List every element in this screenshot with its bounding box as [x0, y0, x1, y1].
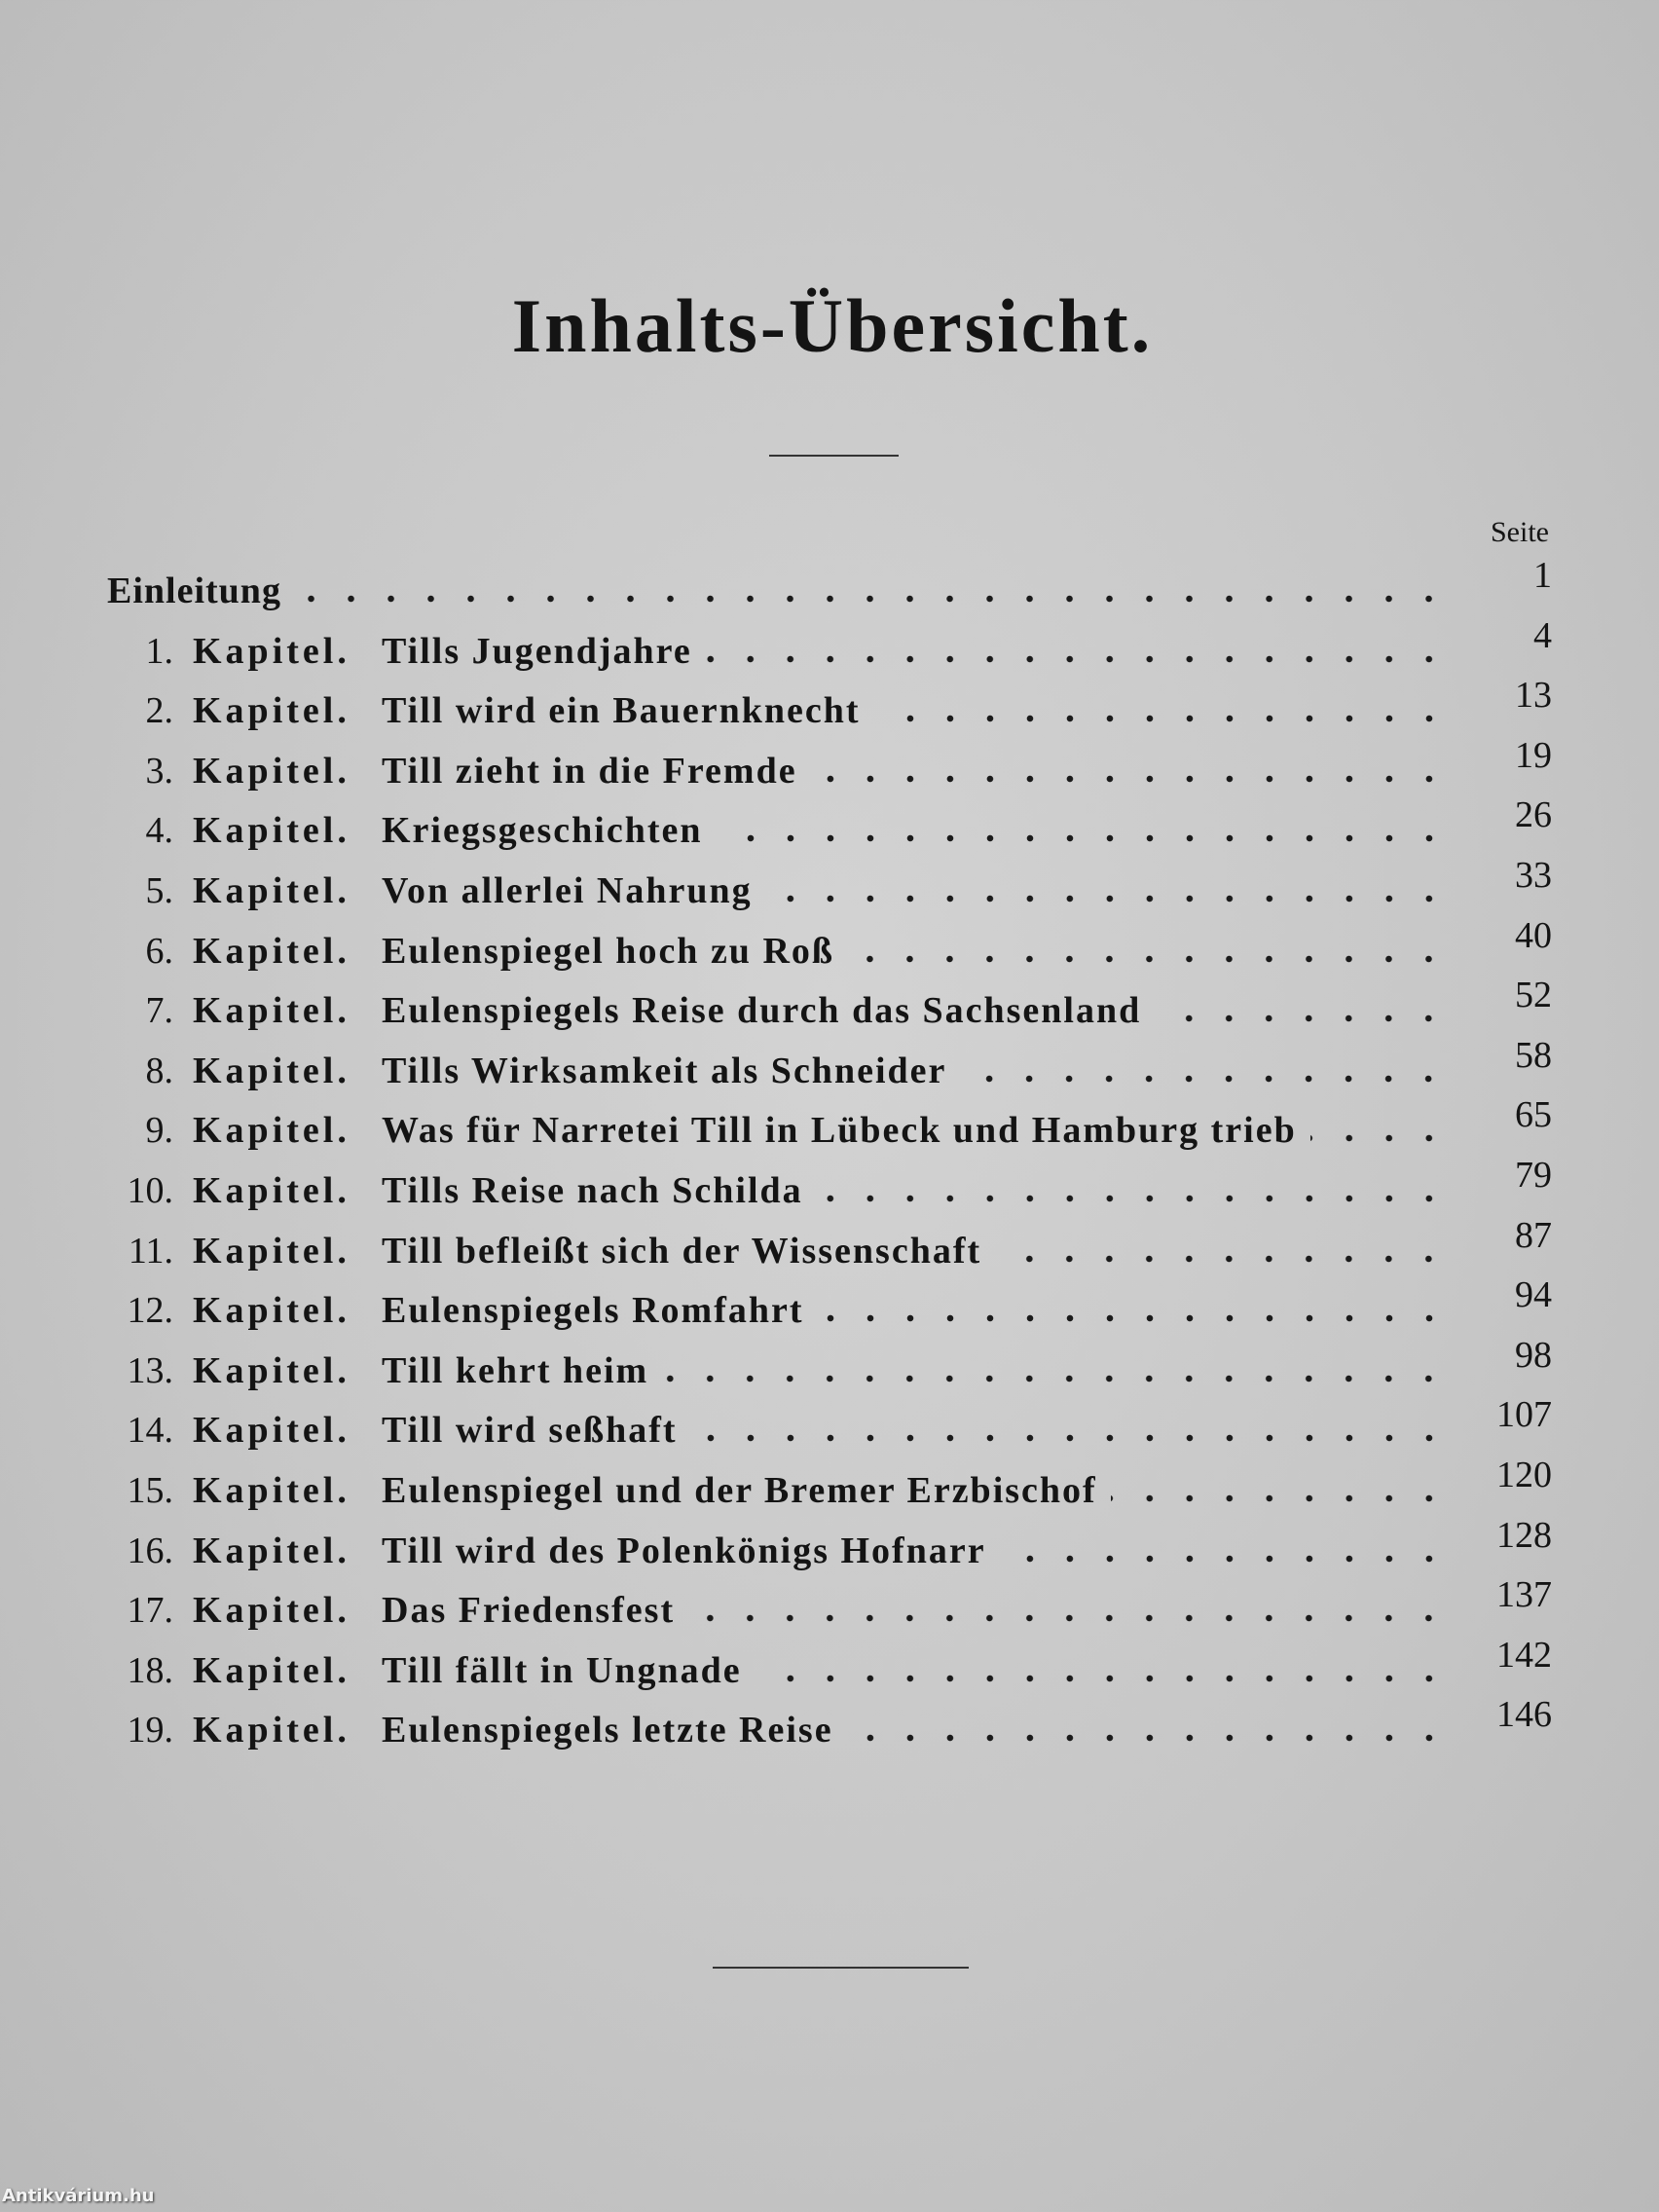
chapter-number: 14. — [127, 1410, 173, 1452]
dot-leader — [662, 1375, 1449, 1382]
chapter-number: 3. — [145, 750, 173, 792]
dot-leader — [1000, 1555, 1449, 1563]
chapter-label: Kapitel. — [193, 1290, 350, 1332]
toc-entry-chapter[interactable] — [107, 734, 1552, 810]
dot-leader — [817, 1195, 1449, 1202]
dot-leader — [756, 1675, 1449, 1682]
dot-leader — [688, 1614, 1449, 1622]
toc-entry-chapter[interactable] — [107, 1334, 1552, 1410]
dot-leader — [811, 775, 1449, 783]
entry-title: Till befleißt sich der Wissenschaft — [382, 1230, 982, 1272]
dot-leader — [818, 1314, 1450, 1322]
entry-page: 107 — [1496, 1394, 1552, 1436]
toc-entry-chapter[interactable] — [107, 1694, 1552, 1769]
chapter-number: 5. — [145, 869, 173, 911]
entry-page: 98 — [1515, 1334, 1552, 1376]
toc-entry-chapter[interactable] — [107, 1154, 1552, 1230]
entry-title: Eulenspiegels letzte Reise — [382, 1710, 833, 1751]
chapter-label: Kapitel. — [193, 1349, 350, 1391]
bottom-divider — [713, 1967, 969, 1969]
toc-entry-chapter[interactable] — [107, 1514, 1552, 1590]
toc-entry-chapter[interactable] — [107, 1454, 1552, 1530]
entry-page: 13 — [1515, 675, 1552, 717]
toc-entry-chapter[interactable] — [107, 1274, 1552, 1349]
chapter-number: 9. — [145, 1110, 173, 1152]
entry-page: 1 — [1533, 555, 1552, 596]
entry-page: 94 — [1515, 1274, 1552, 1316]
entry-title: Tills Reise nach Schilda — [382, 1169, 803, 1211]
toc-entry-introduction[interactable] — [107, 555, 1552, 630]
chapter-number: 15. — [127, 1469, 173, 1511]
entry-title: Till wird des Polenkönigs Hofnarr — [382, 1530, 986, 1571]
chapter-number: 8. — [145, 1050, 173, 1091]
entry-page: 52 — [1515, 975, 1552, 1016]
dot-leader — [766, 895, 1449, 903]
entry-page: 87 — [1515, 1214, 1552, 1256]
entry-page: 26 — [1515, 794, 1552, 836]
entry-title: Tills Wirksamkeit als Schneider — [382, 1050, 947, 1091]
entry-page: 40 — [1515, 914, 1552, 956]
page-title: Inhalts-Übersicht. — [511, 283, 1154, 368]
dot-leader — [995, 1255, 1449, 1263]
entry-title: Eulenspiegel hoch zu Roß — [382, 930, 835, 972]
entry-page: 19 — [1515, 734, 1552, 776]
chapter-number: 18. — [127, 1649, 173, 1691]
dot-leader — [1111, 1494, 1449, 1502]
chapter-label: Kapitel. — [193, 1469, 350, 1511]
entry-title: Was für Narretei Till in Lübeck und Hamburg trieb — [382, 1110, 1297, 1152]
dot-leader — [848, 955, 1449, 963]
table-of-contents — [107, 555, 1552, 1769]
entry-title: Till fällt in Ungnade — [382, 1649, 742, 1691]
chapter-number: 2. — [145, 690, 173, 732]
entry-title: Eulenspiegels Reise durch das Sachsenland — [382, 990, 1142, 1032]
dot-leader — [295, 595, 1449, 603]
dot-leader — [1155, 1014, 1449, 1022]
chapter-label: Kapitel. — [193, 1050, 350, 1091]
chapter-label: Kapitel. — [193, 1410, 350, 1452]
chapter-label: Kapitel. — [193, 1710, 350, 1751]
entry-page: 4 — [1533, 614, 1552, 656]
toc-entry-chapter[interactable] — [107, 975, 1552, 1050]
dot-leader — [874, 715, 1449, 722]
entry-page: 137 — [1496, 1574, 1552, 1616]
chapter-label: Kapitel. — [193, 1230, 350, 1272]
entry-title: Kriegsgeschichten — [382, 810, 703, 852]
entry-title: Till kehrt heim — [382, 1349, 649, 1391]
chapter-number: 10. — [127, 1169, 173, 1211]
entry-page: 120 — [1496, 1454, 1552, 1495]
chapter-number: 1. — [145, 630, 173, 672]
chapter-number: 7. — [145, 990, 173, 1032]
dot-leader — [960, 1075, 1449, 1083]
toc-entry-chapter[interactable] — [107, 1214, 1552, 1290]
chapter-label: Kapitel. — [193, 869, 350, 911]
entry-page: 146 — [1496, 1694, 1552, 1736]
entry-title: Till zieht in die Fremde — [382, 750, 797, 792]
entry-page: 65 — [1515, 1094, 1552, 1136]
chapter-label: Kapitel. — [193, 1649, 350, 1691]
dot-leader — [691, 1434, 1449, 1442]
chapter-label: Kapitel. — [193, 1590, 350, 1632]
dot-leader — [706, 655, 1449, 663]
toc-entry-chapter[interactable] — [107, 1034, 1552, 1110]
chapter-label: Kapitel. — [193, 630, 350, 672]
chapter-number: 19. — [127, 1710, 173, 1751]
toc-entry-chapter[interactable] — [107, 675, 1552, 750]
dot-leader — [847, 1734, 1449, 1742]
dot-leader — [717, 834, 1449, 842]
chapter-number: 16. — [127, 1530, 173, 1571]
dot-leader — [1310, 1134, 1449, 1142]
toc-entry-chapter[interactable] — [107, 1634, 1552, 1710]
toc-entry-chapter[interactable] — [107, 914, 1552, 990]
toc-entry-chapter[interactable] — [107, 1094, 1552, 1169]
entry-page: 79 — [1515, 1154, 1552, 1196]
entry-page: 142 — [1496, 1634, 1552, 1676]
chapter-label: Kapitel. — [193, 930, 350, 972]
toc-entry-chapter[interactable] — [107, 794, 1552, 869]
toc-entry-chapter[interactable] — [107, 614, 1552, 690]
entry-title: Von allerlei Nahrung — [382, 869, 753, 911]
chapter-label: Kapitel. — [193, 750, 350, 792]
title-divider — [769, 455, 899, 457]
toc-entry-chapter[interactable] — [107, 1574, 1552, 1649]
chapter-number: 12. — [127, 1290, 173, 1332]
entry-page: 58 — [1515, 1034, 1552, 1076]
entry-title: Till wird seßhaft — [382, 1410, 678, 1452]
page-column-label: Seite — [1491, 516, 1549, 548]
chapter-label: Kapitel. — [193, 1169, 350, 1211]
chapter-number: 11. — [128, 1230, 173, 1272]
chapter-label: Kapitel. — [193, 1530, 350, 1571]
chapter-label: Kapitel. — [193, 690, 350, 732]
chapter-label: Kapitel. — [193, 1110, 350, 1152]
watermark: Antikvárium.hu — [2, 2186, 155, 2206]
chapter-number: 4. — [145, 810, 173, 852]
entry-title: Das Friedensfest — [382, 1590, 676, 1632]
toc-entry-chapter[interactable] — [107, 1394, 1552, 1469]
entry-title: Till wird ein Bauernknecht — [382, 690, 861, 732]
entry-page: 128 — [1496, 1514, 1552, 1556]
toc-entry-chapter[interactable] — [107, 854, 1552, 930]
chapter-label: Kapitel. — [193, 810, 350, 852]
chapter-number: 6. — [145, 930, 173, 972]
entry-title: Eulenspiegels Romfahrt — [382, 1290, 804, 1332]
entry-page: 33 — [1515, 854, 1552, 896]
entry-title: Tills Jugendjahre — [382, 630, 692, 672]
chapter-number: 13. — [127, 1349, 173, 1391]
chapter-label: Kapitel. — [193, 990, 350, 1032]
entry-title: Eulenspiegel und der Bremer Erzbischof — [382, 1469, 1097, 1511]
entry-title: Einleitung — [107, 571, 281, 611]
chapter-number: 17. — [127, 1590, 173, 1632]
